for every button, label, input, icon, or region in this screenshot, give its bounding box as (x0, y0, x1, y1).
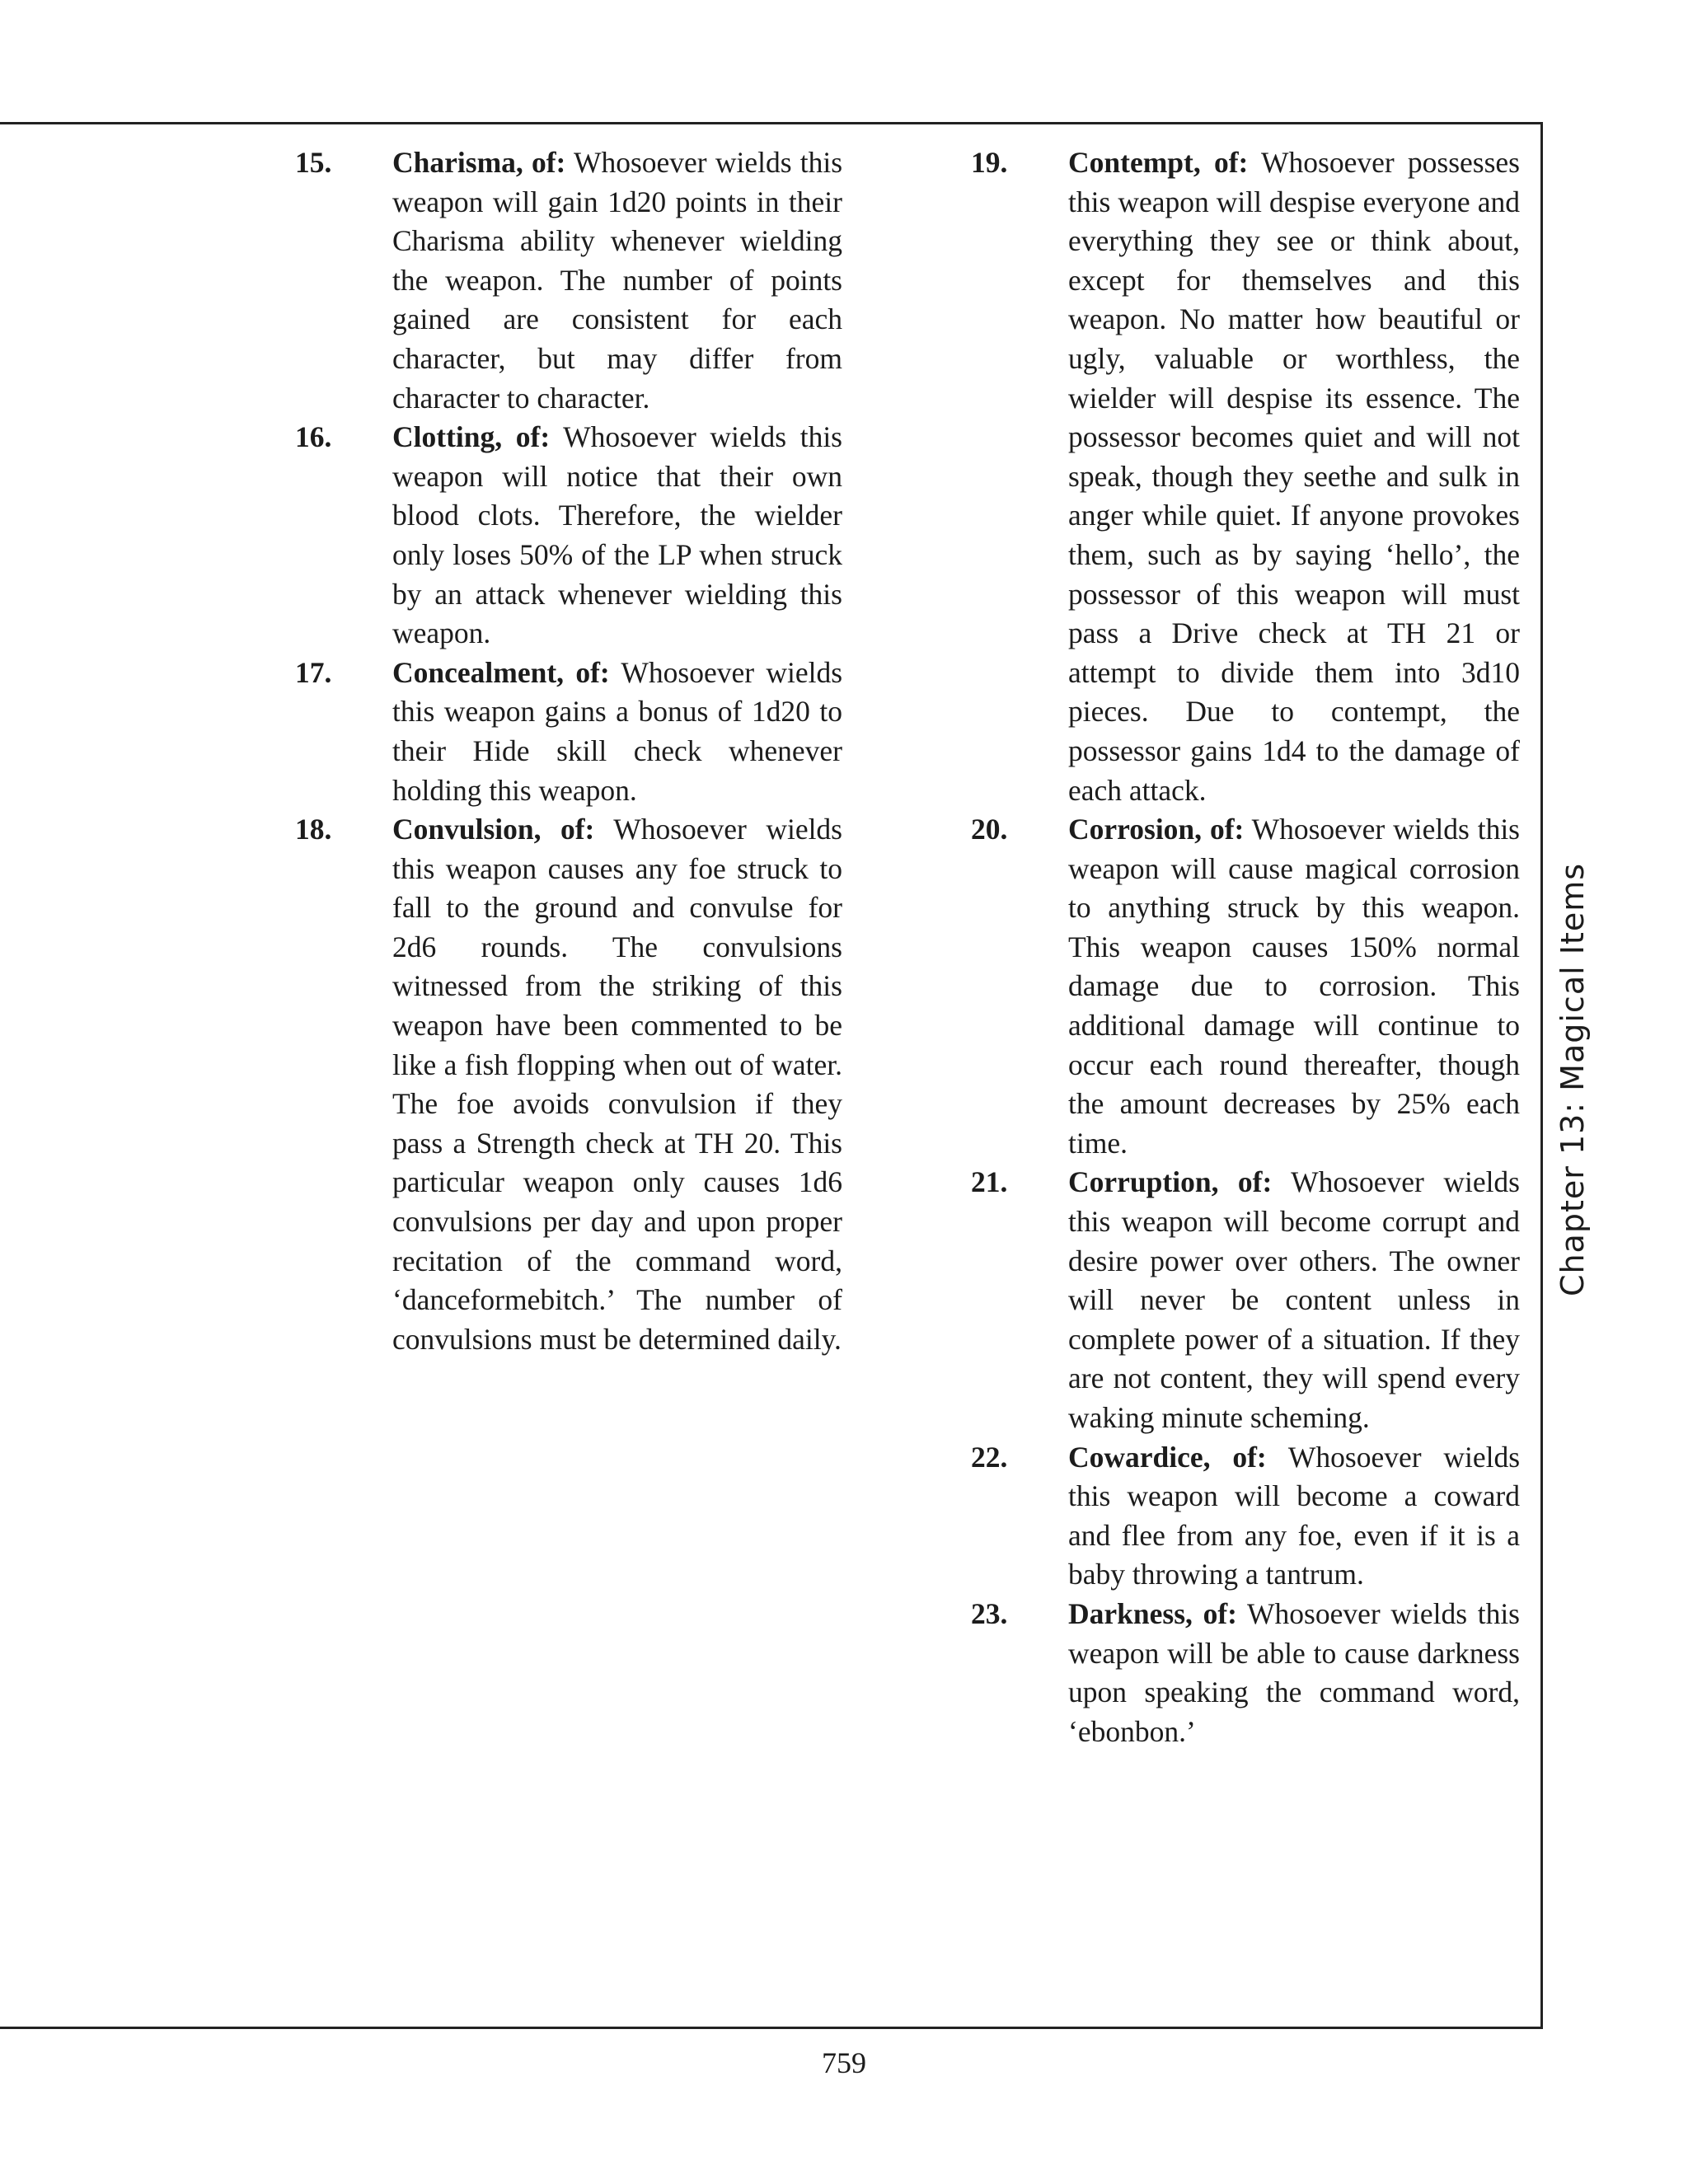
item-term: Corrosion, of: (1068, 813, 1245, 846)
list-item (971, 1163, 1520, 1437)
list-item (295, 143, 842, 418)
left-column (295, 143, 842, 1359)
item-description: Whosoever wields this weapon will become corrupt and desire power over others. The owner will never be content unless in complete power of a situation. If they are not content, they will spend every waking minute scheming. (1068, 1165, 1520, 1434)
item-term: Concealment, of: (392, 655, 610, 689)
item-term: Corruption, of: (1068, 1165, 1273, 1199)
list-item (971, 143, 1520, 810)
item-number: 18. (295, 813, 332, 846)
chapter-side-label: Chapter 13: Magical Items (1554, 862, 1591, 1297)
item-number: 17. (295, 655, 332, 689)
item-term: Charisma, of: (392, 146, 566, 179)
item-description: Whosoever possesses this weapon will despise everyone and everything they see or think about, except for themselves and this weapon. No matter how beautiful or ugly, valuable or worthless, the wielder will despise its essence. The possessor becomes quiet and will not speak, though they seethe and sulk in anger while quiet. If anyone provokes them, such as by saying ‘hello’, the possessor of this weapon will must pass a Drive check at TH 21 or attempt to divide them into 3d10 pieces. Due to contempt, the possessor gains 1d4 to the damage of each attack. (1068, 146, 1521, 807)
list-item (295, 654, 842, 810)
right-column (971, 143, 1520, 1751)
item-term: Convulsion, of: (392, 813, 595, 846)
item-number: 23. (971, 1596, 1008, 1630)
page-frame-bottom-rule (0, 2027, 1543, 2029)
item-description: Whosoever wields this weapon gains a bonus of 1d20 to their Hide skill check whenever holding this weapon. (392, 655, 843, 807)
page-frame-top-rule (0, 122, 1543, 124)
page-number: 759 (822, 2046, 866, 2079)
item-term: Clotting, of: (392, 420, 551, 454)
list-item (971, 1595, 1520, 1751)
item-number: 19. (971, 146, 1008, 179)
item-number: 15. (295, 146, 332, 179)
item-number: 22. (971, 1440, 1008, 1474)
list-item (295, 418, 842, 654)
item-term: Cowardice, of: (1068, 1440, 1267, 1474)
item-description: Whosoever wields this weapon will become a coward and flee from any foe, even if it is a baby throwing a tantrum. (1068, 1440, 1521, 1591)
list-item (971, 1438, 1520, 1595)
item-number: 21. (971, 1165, 1008, 1199)
item-description: Whosoever wields this weapon will notice that their own blood clots. Therefore, the wielder only loses 50% of the LP when struck by an attack whenever wielding this weapon. (392, 420, 842, 650)
item-description: Whosoever wields this weapon will gain 1d20 points in their Charisma ability whenever wielding the weapon. The number of points gained are consistent for each character, but may differ from character to character. (392, 146, 843, 415)
page-frame-right-rule (1540, 122, 1543, 2029)
item-number: 20. (971, 813, 1008, 846)
list-item (295, 810, 842, 1359)
item-description: Whosoever wields this weapon will cause magical corrosion to anything struck by this weapon. This weapon causes 150% normal damage due to corrosion. This additional damage will continue to occur each round thereafter, though the amount decreases by 25% each time. (1068, 813, 1520, 1160)
item-term: Contempt, of: (1068, 146, 1249, 179)
item-term: Darkness, of: (1068, 1596, 1237, 1630)
list-item (971, 810, 1520, 1163)
item-description: Whosoever wields this weapon causes any foe struck to fall to the ground and convulse for 2d6 rounds. The convulsions witnessed from the striking of this weapon have been commented to be like a fish flopping when out of water. The foe avoids convulsion if they pass a Strength check at TH 20. This particular weapon only causes 1d6 convulsions per day and upon proper recitation of the command word, ‘danceformebitch.’ The number of convulsions must be determined daily. (392, 813, 842, 1356)
item-description: Whosoever wields this weapon will be able to cause darkness upon speaking the command word, ‘ebonbon.’ (1068, 1596, 1520, 1748)
item-number: 16. (295, 420, 332, 454)
